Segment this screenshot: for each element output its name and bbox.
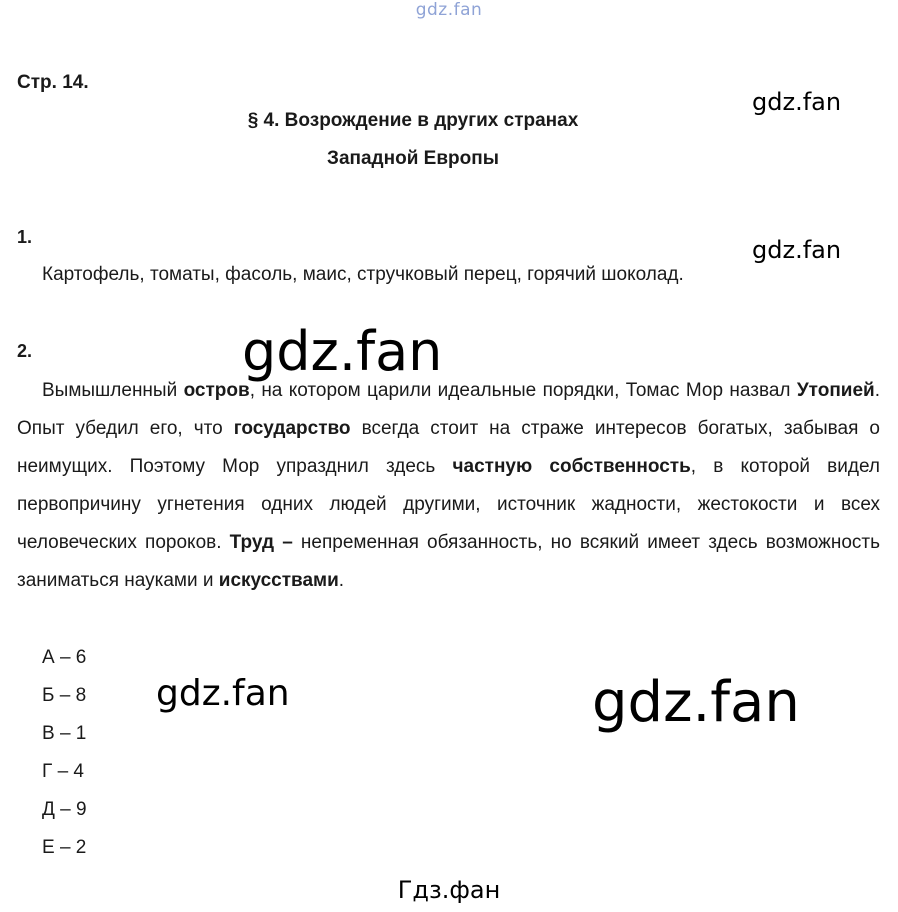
question-1-number: 1. <box>17 227 33 247</box>
bold-term: остров <box>183 380 250 401</box>
match-item: Б – 8 <box>42 685 87 706</box>
question-2-paragraph <box>17 372 880 600</box>
watermark-bottom: Гдз.фан <box>397 876 501 904</box>
watermark-side-2: gdz.fan <box>752 236 842 264</box>
match-item: Е – 2 <box>42 837 87 858</box>
paragraph-text: . Опыт убедил его, что <box>17 380 881 439</box>
paragraph-text: всегда стоит на страже интересов богатых, забывая о неимущих. Поэтому Мор упразднил здесь <box>17 418 880 477</box>
paragraph-text: непременная обязанность, но всякий имеет здесь возможность заниматься науками и <box>17 532 880 591</box>
watermark-mid-1: gdz.fan <box>156 673 290 714</box>
watermark-top: gdz.fan <box>415 0 483 20</box>
section-title-line-1: § 4. Возрождение в других странах <box>247 110 579 131</box>
watermark-large-2: gdz.fan <box>592 670 800 735</box>
paragraph-text: , в которой видел первопричину угнетения одних людей другими, источник жадности, жестокости и всех человеческих пороков. <box>17 456 880 553</box>
matching-answer-list <box>42 642 87 870</box>
bold-term: искусствами <box>218 570 339 591</box>
match-item: Г – 4 <box>42 761 84 782</box>
bold-term: государство <box>233 418 351 439</box>
match-item: Д – 9 <box>42 799 87 820</box>
paragraph-text: Вымышленный <box>42 380 184 401</box>
bold-term: Труд – <box>229 532 293 553</box>
bold-term: Утопией <box>796 380 875 401</box>
question-2-number: 2. <box>17 341 33 361</box>
match-item: В – 1 <box>42 723 87 744</box>
watermark-large-1: gdz.fan <box>242 320 443 383</box>
paragraph-text: . <box>338 570 345 591</box>
page-label: Стр. 14. <box>17 72 89 93</box>
paragraph-text: , на котором царили идеальные порядки, Томас Мор назвал <box>249 380 797 401</box>
watermark-side-1: gdz.fan <box>752 88 842 116</box>
section-title-line-2: Западной Европы <box>327 148 499 169</box>
match-item: А – 6 <box>42 647 87 668</box>
bold-term: частную собственность <box>452 456 691 477</box>
question-1-answer: Картофель, томаты, фасоль, маис, стручковый перец, горячий шоколад. <box>42 264 684 285</box>
